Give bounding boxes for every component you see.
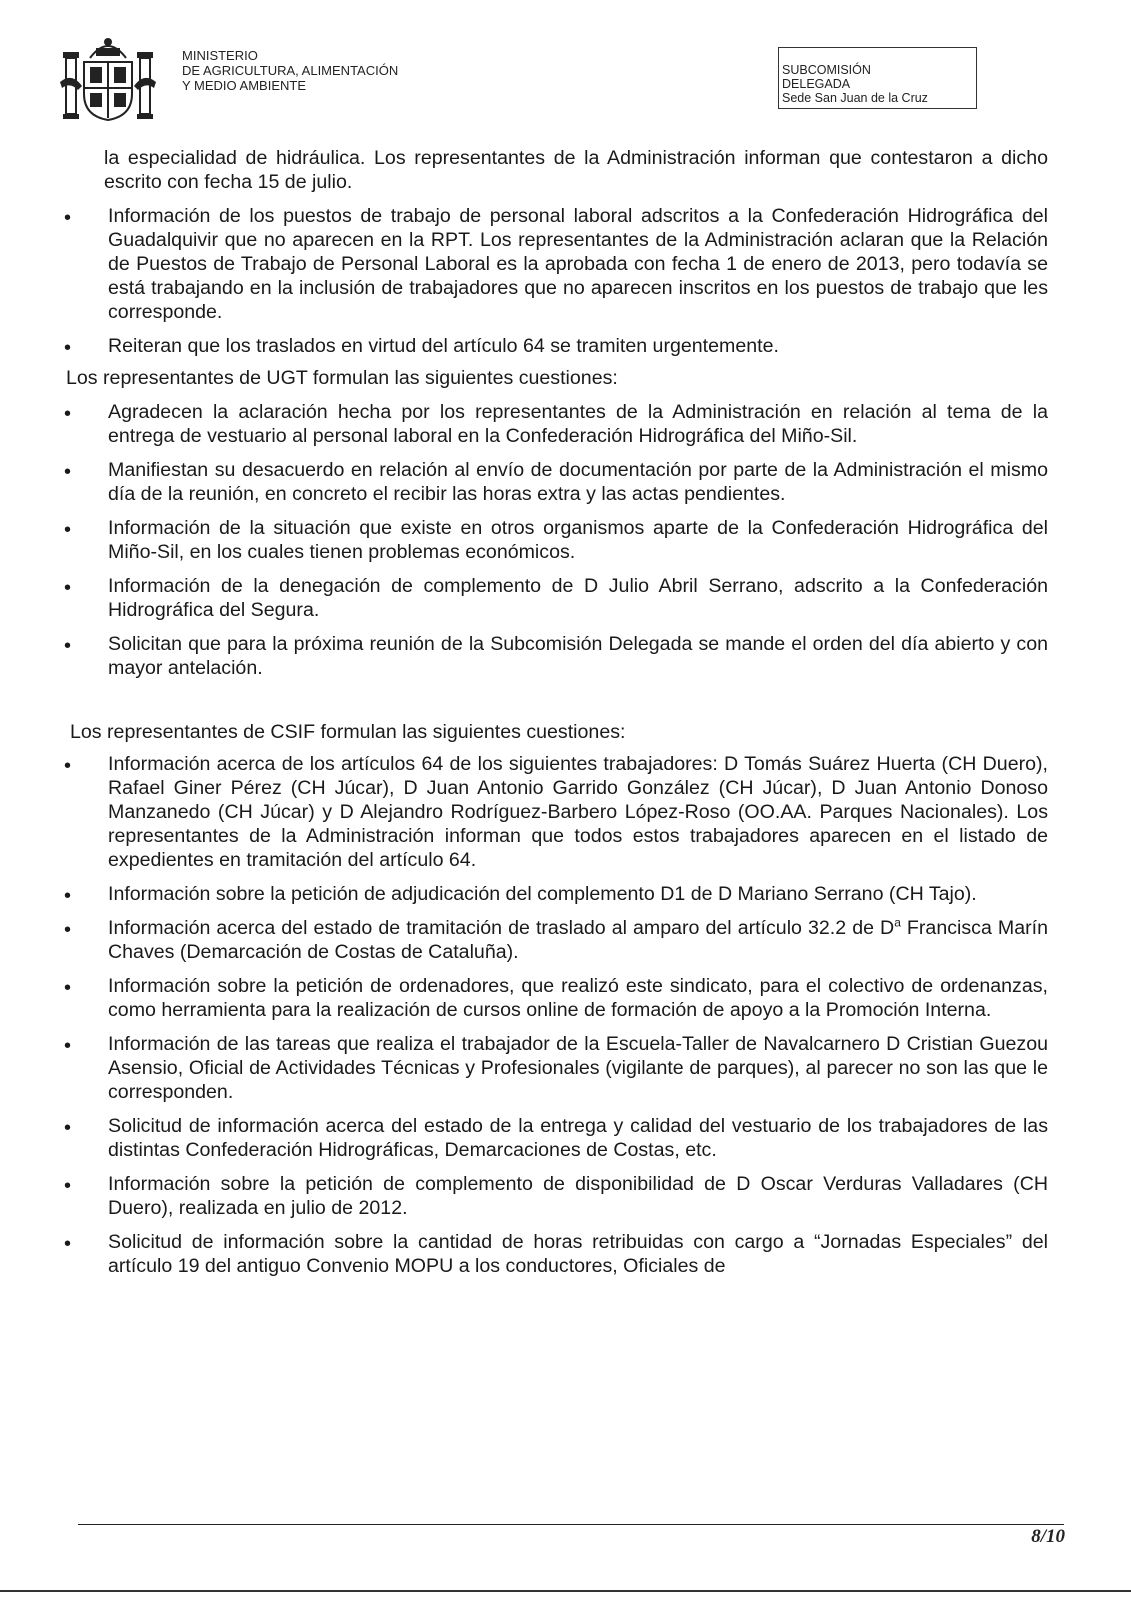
ugt-heading: Los representantes de UGT formulan las siguientes cuestiones: [66, 367, 618, 389]
subcommission-line: DELEGADA [782, 77, 851, 91]
list-item: • Manifiestan su desacuerdo en relación al envío de documentación por parte de la Administración el mismo día de la reunión, en concreto el recibir las horas extra y las actas pendientes. [68, 458, 1048, 506]
list-item: • Reiteran que los traslados en virtud del artículo 64 se tramiten urgentemente. [68, 334, 1048, 358]
list-item: • Información de las tareas que realiza el trabajador de la Escuela-Taller de Navalcarnero D Cristian Guezou Asensio, Oficial de Actividades Técnicas y Profesionales (vigilante de parques), al parecer no son las que le corresponden. [68, 1032, 1048, 1104]
subcommission-box [778, 47, 977, 109]
csif-heading: Los representantes de CSIF formulan las siguientes cuestiones: [70, 721, 626, 743]
list-item: • Información sobre la petición de complemento de disponibilidad de D Oscar Verduras Valladares (CH Duero), realizada en julio de 2012. [68, 1172, 1048, 1220]
list-item: • Información de la situación que existe en otros organismos aparte de la Confederación Hidrográfica del Miño-Sil, en los cuales tienen problemas económicos. [68, 516, 1048, 564]
list-item: • Agradecen la aclaración hecha por los representantes de la Administración en relación al tema de la entrega de vestuario al personal laboral en la Confederación Hidrográfica del Miño-Sil. [68, 400, 1048, 448]
document-body [68, 146, 1048, 1278]
coat-of-arms-icon [60, 32, 156, 124]
ministry-line: DE AGRICULTURA, ALIMENTACIÓN [182, 63, 399, 78]
list-item: • Solicitan que para la próxima reunión de la Subcomisión Delegada se mande el orden del día abierto y con mayor antelación. [68, 632, 1048, 680]
page-header [0, 0, 1131, 140]
footer-rule [78, 1524, 1064, 1525]
list-item: • Información sobre la petición de ordenadores, que realizó este sindicato, para el colectivo de ordenanzas, como herramienta para la realización de cursos online de formación de apoyo a la Promoción Interna. [68, 974, 1048, 1022]
list-item: • Solicitud de información sobre la cantidad de horas retribuidas con cargo a “Jornadas Especiales” del artículo 19 del antiguo Convenio MOPU a los conductores, Oficiales de [68, 1230, 1048, 1278]
list-item-text: Francisca Marín Chaves (Demarcación de Costas de Cataluña). [108, 917, 1048, 963]
list-item: • Información acerca de los artículos 64 de los siguientes trabajadores: D Tomás Suárez Huerta (CH Duero), Rafael Giner Pérez (CH Júcar), D Juan Antonio Garrido González (CH Júcar), D Juan Antonio Donoso Manzanedo (CH Júcar) y D Alejandro Rodríguez-Barbero López-Roso (OO.AA. Parques Nacionales). Los representantes de la Administración informan que todos estos trabajadores aparecen en el listado de expedientes en tramitación del artículo 64. [68, 752, 1048, 872]
scan-edge-line [0, 1590, 1131, 1592]
list-item: • Información de la denegación de complemento de D Julio Abril Serrano, adscrito a la Confederación Hidrográfica del Segura. [68, 574, 1048, 622]
ministry-name [182, 48, 398, 93]
list-item: • Información de los puestos de trabajo de personal laboral adscritos a la Confederación Hidrográfica del Guadalquivir que no aparecen en la RPT. Los representantes de la Administración aclaran que la Relación de Puestos de Trabajo de Personal Laboral es la aprobada con fecha 1 de enero de 2013, pero todavía se está trabajando en la inclusión de trabajadores que no aparecen inscritos en los puestos de trabajo que les corresponde. [68, 204, 1048, 324]
subcommission-line: Sede San Juan de la Cruz [782, 91, 928, 105]
ministry-line: MINISTERIO [182, 48, 258, 63]
list-item [68, 916, 1048, 964]
list-item: • Solicitud de información acerca del estado de la entrega y calidad del vestuario de los trabajadores de las distintas Confederación Hidrográficas, Demarcaciones de Costas, etc. [68, 1114, 1048, 1162]
page-number: 8/10 [1031, 1526, 1065, 1547]
superscript: a [894, 915, 901, 930]
subcommission-line: SUBCOMISIÓN [782, 63, 871, 77]
list-item-text: Información acerca del estado de tramitación de traslado al amparo del artículo 32.2 de D [108, 917, 895, 939]
intro-paragraph: la especialidad de hidráulica. Los representantes de la Administración informan que contestaron a dicho escrito con fecha 15 de julio. [104, 147, 1048, 193]
list-item: • Información sobre la petición de adjudicación del complemento D1 de D Mariano Serrano (CH Tajo). [68, 882, 1048, 906]
ministry-line: Y MEDIO AMBIENTE [182, 78, 307, 93]
